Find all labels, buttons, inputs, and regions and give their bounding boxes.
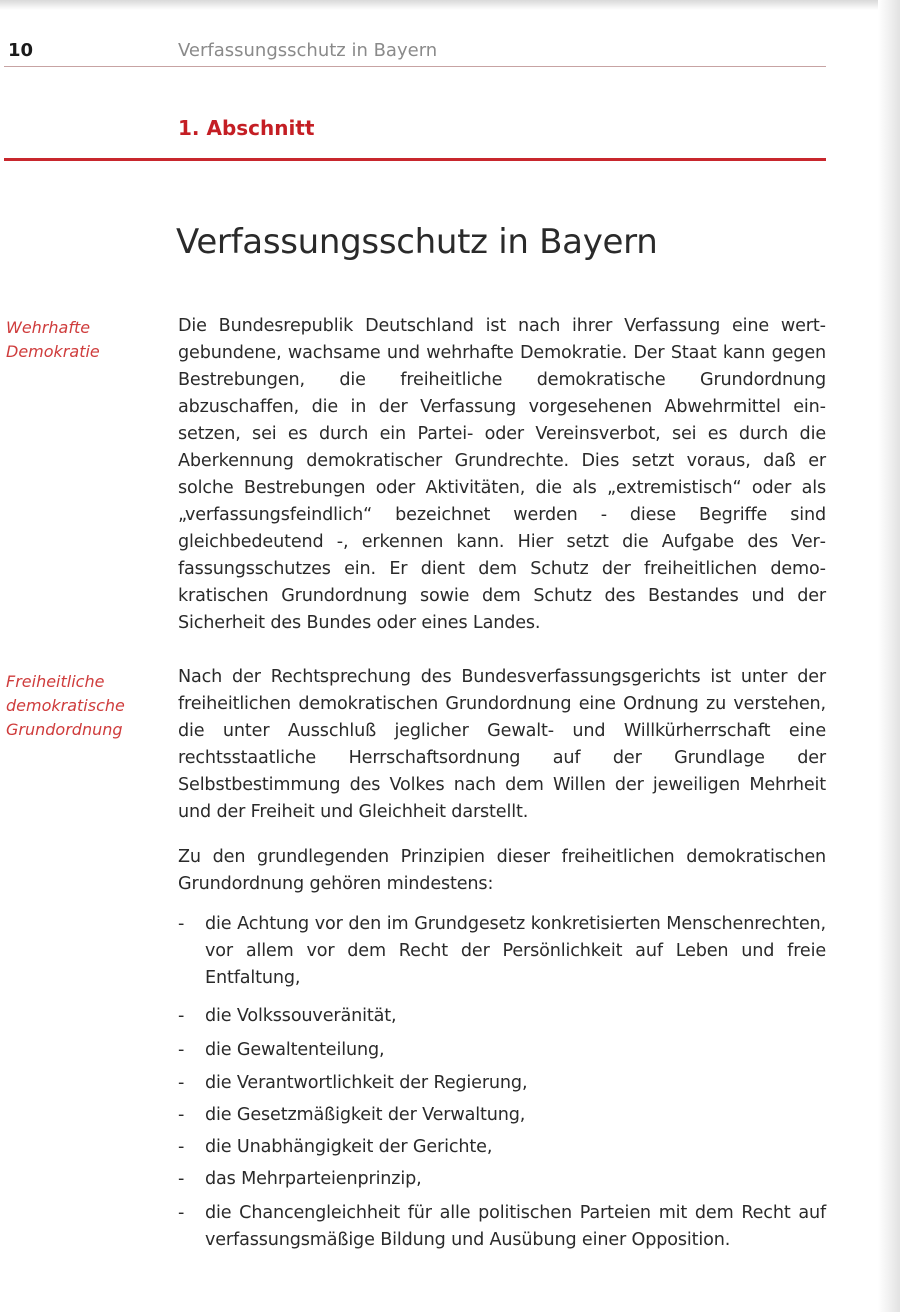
paragraph-3: Zu den grundlegenden Prinzipien dieser freiheitlichen demokratischen Grundordnung gehören mindestens:	[178, 847, 826, 894]
section-rule	[4, 158, 826, 161]
list-item	[178, 1134, 826, 1161]
list-item	[178, 1200, 826, 1254]
list-item	[178, 911, 826, 992]
margin-note-grundordnung: Freiheitliche demokratische Grundordnung	[6, 672, 125, 739]
list-dash: -	[178, 1006, 185, 1026]
list-item	[178, 1070, 826, 1097]
list-item-text: die Unabhängigkeit der Gerichte,	[205, 1137, 493, 1157]
list-item-text: die Gewaltenteilung,	[205, 1040, 385, 1060]
list-item-text: die Gesetzmäßigkeit der Verwaltung,	[205, 1105, 526, 1125]
header-rule	[4, 66, 826, 67]
margin-note-wehrhafte-demokratie: Wehrhafte Demokratie	[6, 318, 100, 361]
paragraph-2: Nach der Rechtsprechung des Bundesverfassungsgerichts ist unter der freiheitlichen demokratischen Grundordnung eine Ordnung zu verstehen, die unter Ausschluß jeglicher Gewalt- und Willkürherrschaft eine rechtsstaatliche Herrschaftsordnung auf der Grundlage der Selbstbestimmung des Volkes nach dem Willen der jeweiligen Mehrheit und der Freiheit und Gleichheit darstellt.	[178, 667, 826, 822]
scan-right-edge	[878, 0, 900, 1312]
list-dash: -	[178, 1105, 185, 1125]
list-item	[178, 1037, 826, 1064]
list-dash: -	[178, 1203, 185, 1223]
paragraph-1: Die Bundesrepublik Deutschland ist nach ihrer Verfassung eine wertgebundene, wachsame und wehrhafte Demokratie. Der Staat kann gegen Bestrebungen, die freiheitliche demokratische Grundordnung abzuschaffen, die in der Verfassung vorgesehenen Abwehrmittel einsetzen, sei es durch ein Partei- oder Vereinsverbot, sei es durch die Aberkennung demokratischer Grundrechte. Dies setzt voraus, daß er solche Bestrebungen oder Aktivitäten, die als „extremistisch“ oder als „verfassungsfeindlich“ bezeichnet werden - diese Begriffe sind gleichbedeutend -, erkennen kann. Hier setzt die Aufgabe des Verfassungsschutzes ein. Er dient dem Schutz der freiheitlichen demokratischen Grundordnung sowie dem Schutz des Bestandes und der Sicherheit des Bundes oder eines Landes.	[178, 316, 826, 633]
page-number: 10	[8, 40, 34, 61]
section-label: 1. Abschnitt	[178, 116, 315, 140]
list-dash: -	[178, 1040, 185, 1060]
list-dash: -	[178, 1073, 185, 1093]
list-item-text: die Chancengleichheit für alle politischen Parteien mit dem Recht auf verfassungsmäßige Bildung und Ausübung einer Opposition.	[205, 1203, 826, 1250]
list-item	[178, 1003, 826, 1030]
list-item-text: die Volkssouveränität,	[205, 1006, 397, 1026]
list-item	[178, 1102, 826, 1129]
scan-top-shadow	[0, 0, 900, 10]
list-item-text: das Mehrparteienprinzip,	[205, 1169, 422, 1189]
list-dash: -	[178, 1137, 185, 1157]
list-item	[178, 1166, 826, 1193]
list-dash: -	[178, 1169, 185, 1189]
list-item-text: die Verantwortlichkeit der Regierung,	[205, 1073, 528, 1093]
list-dash: -	[178, 914, 185, 934]
running-head: Verfassungsschutz in Bayern	[178, 40, 438, 61]
list-item-text: die Achtung vor den im Grundgesetz konkretisierten Menschenrechten, vor allem vor dem Recht der Persönlichkeit auf Leben und freie Entfaltung,	[205, 914, 826, 988]
chapter-title: Verfassungsschutz in Bayern	[176, 222, 658, 262]
